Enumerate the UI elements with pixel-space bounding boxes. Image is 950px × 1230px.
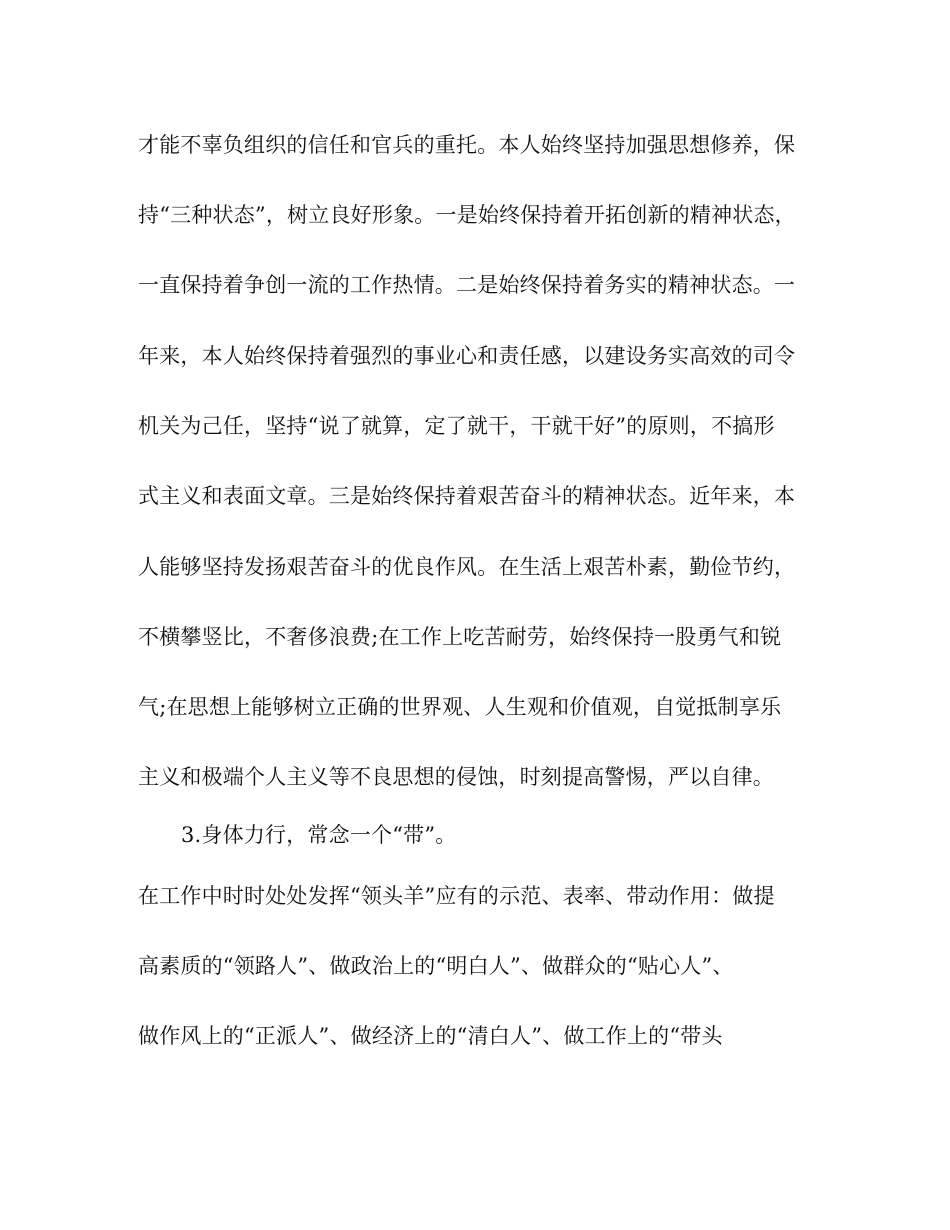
section-heading: 3.身体力行，常念一个“带”。 (181, 823, 457, 847)
text-line: 年来，本人始终保持着强烈的事业心和责任感，以建设务实高效的司令 (138, 344, 796, 368)
text-line: 机关为己任，坚持“说了就算，定了就干，干就干好”的原则，不搞形 (138, 414, 775, 438)
text-line: 人能够坚持发扬艰苦奋斗的优良作风。在生活上艰苦朴素，勤俭节约， (138, 555, 796, 579)
text-line: 式主义和表面文章。三是始终保持着艰苦奋斗的精神状态。近年来，本 (138, 484, 796, 508)
text-line: 高素质的“领路人”、做政治上的“明白人”、做群众的“贴心人”、 (138, 954, 734, 978)
text-line: 不横攀竖比，不奢侈浪费;在工作上吃苦耐劳，始终保持一股勇气和锐 (138, 625, 782, 649)
text-line: 气;在思想上能够树立正确的世界观、人生观和价值观，自觉抵制享乐 (138, 695, 782, 719)
text-line: 才能不辜负组织的信任和官兵的重托。本人始终坚持加强思想修养，保 (138, 133, 796, 157)
text-line: 做作风上的“正派人”、做经济上的“清白人”、做工作上的“带头 (138, 1024, 723, 1048)
text-line: 在工作中时时处处发挥“领头羊”应有的示范、表率、带动作用：做提 (138, 884, 775, 908)
text-line: 一直保持着争创一流的工作热情。二是始终保持着务实的精神状态。一 (138, 273, 796, 297)
text-line: 主义和极端个人主义等不良思想的侵蚀，时刻提高警惕，严以自律。 (138, 765, 774, 789)
text-line: 持“三种状态”，树立良好形象。一是始终保持着开拓创新的精神状态， (138, 203, 796, 227)
